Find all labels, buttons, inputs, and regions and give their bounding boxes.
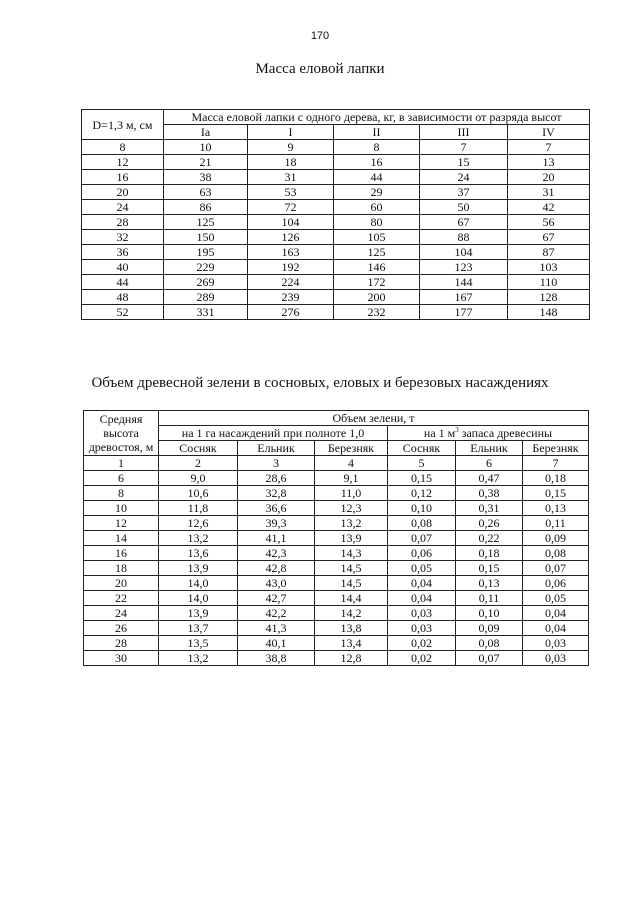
- value-cell: 31: [248, 170, 334, 185]
- table-row: [82, 230, 590, 245]
- value-cell: 29: [334, 185, 420, 200]
- table1-col-header: I: [248, 125, 334, 140]
- table-row: [82, 170, 590, 185]
- value-cell: 44: [334, 170, 420, 185]
- value-cell: 56: [508, 215, 590, 230]
- value-cell: 0,04: [523, 606, 589, 621]
- row-label-cell: 14: [84, 531, 159, 546]
- value-cell: 7: [508, 140, 590, 155]
- value-cell: 53: [248, 185, 334, 200]
- value-cell: 0,12: [388, 486, 456, 501]
- value-cell: 0,04: [523, 621, 589, 636]
- table-row: [82, 185, 590, 200]
- table2-subgroup-per-cubic-meter: на 1 $м^3$ запаса древесины: [388, 426, 589, 441]
- value-cell: 13,2: [159, 531, 238, 546]
- value-cell: 31: [508, 185, 590, 200]
- value-cell: 239: [248, 290, 334, 305]
- value-cell: 12,8: [315, 651, 388, 666]
- row-label-cell: 18: [84, 561, 159, 576]
- value-cell: 14,5: [315, 561, 388, 576]
- value-cell: 16: [334, 155, 420, 170]
- value-cell: 39,3: [238, 516, 315, 531]
- value-cell: 0,15: [456, 561, 523, 576]
- table2-col-header: Сосняк: [388, 441, 456, 456]
- value-cell: 0,03: [523, 636, 589, 651]
- table-row: [84, 471, 589, 486]
- value-cell: 276: [248, 305, 334, 320]
- value-cell: 86: [164, 200, 248, 215]
- value-cell: 163: [248, 245, 334, 260]
- table-row: [84, 651, 589, 666]
- value-cell: 0,15: [388, 471, 456, 486]
- row-label-cell: 40: [82, 260, 164, 275]
- value-cell: 125: [164, 215, 248, 230]
- page-number: 170: [310, 30, 330, 42]
- value-cell: 0,02: [388, 651, 456, 666]
- table-row: [84, 531, 589, 546]
- value-cell: 0,11: [456, 591, 523, 606]
- value-cell: 32,8: [238, 486, 315, 501]
- value-cell: 28,6: [238, 471, 315, 486]
- value-cell: 0,05: [523, 591, 589, 606]
- table2-subgroup-per-hectare: на 1 га насаждений при полноте 1,0: [159, 426, 388, 441]
- value-cell: 14,3: [315, 546, 388, 561]
- value-cell: 0,18: [523, 471, 589, 486]
- table2-col-number: 1: [84, 456, 159, 471]
- table2-body: [84, 471, 589, 666]
- value-cell: 13,9: [159, 606, 238, 621]
- value-cell: 88: [420, 230, 508, 245]
- value-cell: 104: [420, 245, 508, 260]
- table1-body: [82, 140, 590, 320]
- value-cell: 0,03: [523, 651, 589, 666]
- table1-col-header: III: [420, 125, 508, 140]
- value-cell: 103: [508, 260, 590, 275]
- row-label-cell: 24: [84, 606, 159, 621]
- spruce-branch-mass-table: [81, 109, 590, 320]
- value-cell: 63: [164, 185, 248, 200]
- table-row: [84, 591, 589, 606]
- value-cell: 14,0: [159, 576, 238, 591]
- value-cell: 289: [164, 290, 248, 305]
- row-label-cell: 8: [84, 486, 159, 501]
- table2-col-header: Березняк: [523, 441, 589, 456]
- value-cell: 9,0: [159, 471, 238, 486]
- value-cell: 0,15: [523, 486, 589, 501]
- table-row: [82, 200, 590, 215]
- value-cell: 20: [508, 170, 590, 185]
- value-cell: 13,2: [159, 651, 238, 666]
- value-cell: 13,5: [159, 636, 238, 651]
- row-label-cell: 28: [84, 636, 159, 651]
- table2-col-number: 6: [456, 456, 523, 471]
- table-row: [84, 621, 589, 636]
- table2-col-number: 5: [388, 456, 456, 471]
- value-cell: 200: [334, 290, 420, 305]
- table2-row-header: Средняя высота древостоя, м: [84, 411, 159, 456]
- greenery-volume-table: [83, 410, 589, 666]
- value-cell: 0,11: [523, 516, 589, 531]
- row-label-cell: 16: [84, 546, 159, 561]
- row-label-cell: 44: [82, 275, 164, 290]
- value-cell: 14,2: [315, 606, 388, 621]
- value-cell: 0,08: [388, 516, 456, 531]
- value-cell: 331: [164, 305, 248, 320]
- value-cell: 13,6: [159, 546, 238, 561]
- value-cell: 13,4: [315, 636, 388, 651]
- table-row: [82, 275, 590, 290]
- value-cell: 0,08: [456, 636, 523, 651]
- table-row: [82, 260, 590, 275]
- value-cell: 172: [334, 275, 420, 290]
- row-label-cell: 48: [82, 290, 164, 305]
- value-cell: 38,8: [238, 651, 315, 666]
- value-cell: 0,07: [456, 651, 523, 666]
- table-row: [82, 290, 590, 305]
- value-cell: 0,26: [456, 516, 523, 531]
- value-cell: 0,09: [523, 531, 589, 546]
- value-cell: 229: [164, 260, 248, 275]
- row-label-cell: 26: [84, 621, 159, 636]
- table-row: [82, 245, 590, 260]
- row-label-cell: 32: [82, 230, 164, 245]
- value-cell: 60: [334, 200, 420, 215]
- row-label-cell: 16: [82, 170, 164, 185]
- value-cell: 0,06: [388, 546, 456, 561]
- value-cell: 167: [420, 290, 508, 305]
- row-label-cell: 28: [82, 215, 164, 230]
- table1-row-header: D=1,3 м, см: [82, 110, 164, 140]
- table-row: [84, 486, 589, 501]
- table2-col-header: Ельник: [456, 441, 523, 456]
- value-cell: 87: [508, 245, 590, 260]
- value-cell: 67: [508, 230, 590, 245]
- value-cell: 232: [334, 305, 420, 320]
- value-cell: 7: [420, 140, 508, 155]
- value-cell: 0,03: [388, 621, 456, 636]
- table1-group-header: Масса еловой лапки с одного дерева, кг, в зависимости от разряда высот: [164, 110, 590, 125]
- value-cell: 126: [248, 230, 334, 245]
- value-cell: 0,13: [456, 576, 523, 591]
- value-cell: 40,1: [238, 636, 315, 651]
- value-cell: 0,03: [388, 606, 456, 621]
- value-cell: 0,10: [388, 501, 456, 516]
- row-label-cell: 36: [82, 245, 164, 260]
- value-cell: 0,07: [388, 531, 456, 546]
- value-cell: 224: [248, 275, 334, 290]
- value-cell: 12,6: [159, 516, 238, 531]
- row-label-cell: 10: [84, 501, 159, 516]
- table1-col-header: IV: [508, 125, 590, 140]
- value-cell: 80: [334, 215, 420, 230]
- value-cell: 125: [334, 245, 420, 260]
- value-cell: 24: [420, 170, 508, 185]
- row-label-cell: 30: [84, 651, 159, 666]
- value-cell: 13,7: [159, 621, 238, 636]
- table-row: [84, 606, 589, 621]
- value-cell: 110: [508, 275, 590, 290]
- value-cell: 11,8: [159, 501, 238, 516]
- value-cell: 0,22: [456, 531, 523, 546]
- value-cell: 15: [420, 155, 508, 170]
- value-cell: 148: [508, 305, 590, 320]
- value-cell: 42,2: [238, 606, 315, 621]
- table2-col-number: 4: [315, 456, 388, 471]
- table2-col-number: 2: [159, 456, 238, 471]
- value-cell: 150: [164, 230, 248, 245]
- value-cell: 10,6: [159, 486, 238, 501]
- value-cell: 0,08: [523, 546, 589, 561]
- value-cell: 10: [164, 140, 248, 155]
- table-row: [84, 516, 589, 531]
- value-cell: 123: [420, 260, 508, 275]
- value-cell: 50: [420, 200, 508, 215]
- value-cell: 9: [248, 140, 334, 155]
- value-cell: 72: [248, 200, 334, 215]
- value-cell: 14,5: [315, 576, 388, 591]
- table1-col-header: Ia: [164, 125, 248, 140]
- row-label-cell: 6: [84, 471, 159, 486]
- value-cell: 269: [164, 275, 248, 290]
- value-cell: 0,10: [456, 606, 523, 621]
- value-cell: 37: [420, 185, 508, 200]
- table2-col-number: 7: [523, 456, 589, 471]
- value-cell: 104: [248, 215, 334, 230]
- table-row: [82, 305, 590, 320]
- value-cell: 42,3: [238, 546, 315, 561]
- value-cell: 0,18: [456, 546, 523, 561]
- value-cell: 42,7: [238, 591, 315, 606]
- value-cell: 13,8: [315, 621, 388, 636]
- table-row: [82, 155, 590, 170]
- row-label-cell: 20: [84, 576, 159, 591]
- row-label-cell: 52: [82, 305, 164, 320]
- value-cell: 0,05: [388, 561, 456, 576]
- value-cell: 144: [420, 275, 508, 290]
- row-label-cell: 24: [82, 200, 164, 215]
- table2-group-header: Объем зелени, т: [159, 411, 589, 426]
- value-cell: 12,3: [315, 501, 388, 516]
- row-label-cell: 20: [82, 185, 164, 200]
- value-cell: 36,6: [238, 501, 315, 516]
- value-cell: 14,4: [315, 591, 388, 606]
- table2-col-header: Сосняк: [159, 441, 238, 456]
- table-row: [84, 561, 589, 576]
- value-cell: 13,2: [315, 516, 388, 531]
- value-cell: 13,9: [159, 561, 238, 576]
- value-cell: 192: [248, 260, 334, 275]
- value-cell: 0,07: [523, 561, 589, 576]
- value-cell: 13: [508, 155, 590, 170]
- value-cell: 0,04: [388, 591, 456, 606]
- table1-title: Масса еловой лапки: [255, 61, 385, 77]
- value-cell: 195: [164, 245, 248, 260]
- value-cell: 41,3: [238, 621, 315, 636]
- value-cell: 0,02: [388, 636, 456, 651]
- table2-col-header: Березняк: [315, 441, 388, 456]
- table-row: [84, 546, 589, 561]
- table2-col-number: 3: [238, 456, 315, 471]
- table2-col-header: Ельник: [238, 441, 315, 456]
- value-cell: 18: [248, 155, 334, 170]
- value-cell: 11,0: [315, 486, 388, 501]
- value-cell: 0,09: [456, 621, 523, 636]
- row-label-cell: 22: [84, 591, 159, 606]
- row-label-cell: 12: [84, 516, 159, 531]
- value-cell: 67: [420, 215, 508, 230]
- value-cell: 43,0: [238, 576, 315, 591]
- table-row: [84, 501, 589, 516]
- value-cell: 0,47: [456, 471, 523, 486]
- table2-title: Объем древесной зелени в сосновых, еловых и березовых насаждениях: [91, 375, 549, 391]
- value-cell: 9,1: [315, 471, 388, 486]
- value-cell: 146: [334, 260, 420, 275]
- row-label-cell: 8: [82, 140, 164, 155]
- value-cell: 14,0: [159, 591, 238, 606]
- table-row: [82, 140, 590, 155]
- value-cell: 0,13: [523, 501, 589, 516]
- value-cell: 0,38: [456, 486, 523, 501]
- value-cell: 38: [164, 170, 248, 185]
- row-label-cell: 12: [82, 155, 164, 170]
- value-cell: 0,06: [523, 576, 589, 591]
- value-cell: 177: [420, 305, 508, 320]
- value-cell: 0,04: [388, 576, 456, 591]
- value-cell: 13,9: [315, 531, 388, 546]
- value-cell: 0,31: [456, 501, 523, 516]
- table-row: [84, 576, 589, 591]
- table-row: [84, 636, 589, 651]
- value-cell: 41,1: [238, 531, 315, 546]
- table1-col-header: II: [334, 125, 420, 140]
- value-cell: 21: [164, 155, 248, 170]
- value-cell: 105: [334, 230, 420, 245]
- value-cell: 42,8: [238, 561, 315, 576]
- value-cell: 42: [508, 200, 590, 215]
- table-row: [82, 215, 590, 230]
- value-cell: 128: [508, 290, 590, 305]
- value-cell: 8: [334, 140, 420, 155]
